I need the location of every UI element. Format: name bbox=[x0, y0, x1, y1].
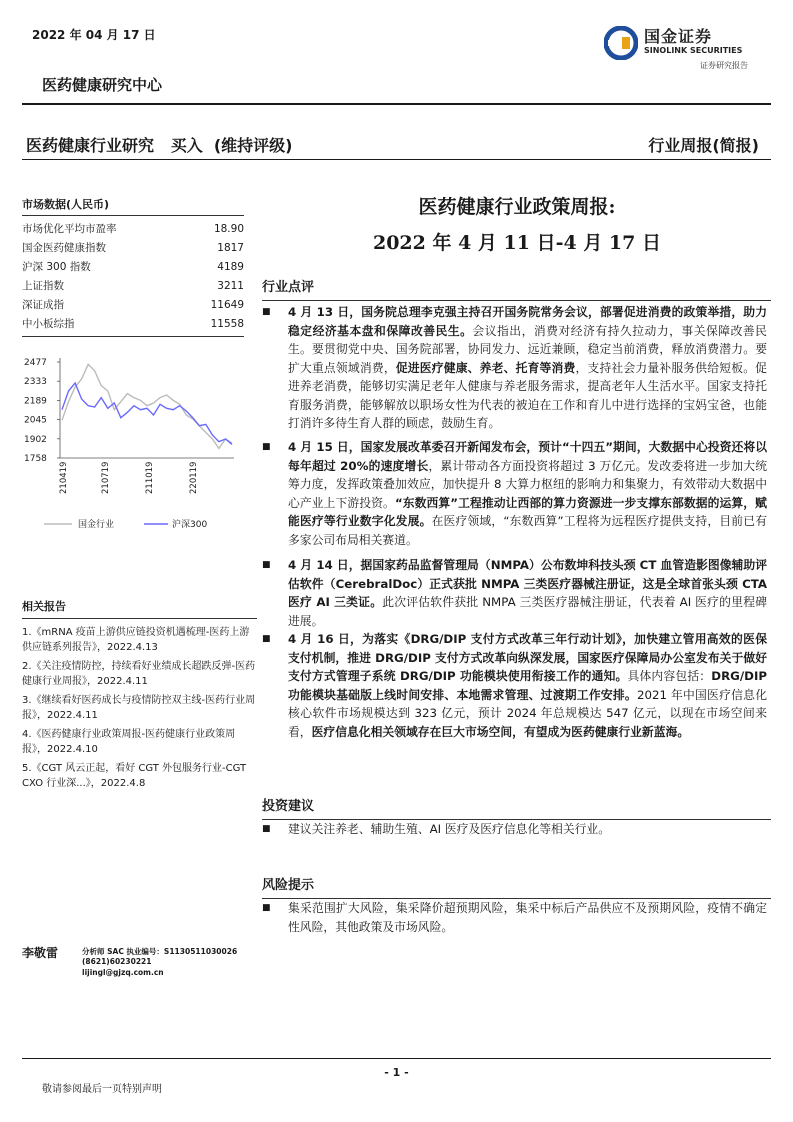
report-headline: 医药健康行业研究 买入 (维持评级) bbox=[26, 136, 293, 155]
series-line-1 bbox=[62, 383, 232, 444]
y-tick-label: 2333 bbox=[24, 377, 47, 388]
x-tick-label: 210419 bbox=[59, 461, 69, 494]
y-tick-label: 1758 bbox=[24, 454, 47, 464]
comment-paragraph-4 bbox=[262, 630, 767, 741]
comment-paragraph-2 bbox=[262, 438, 767, 549]
market-row bbox=[22, 296, 244, 315]
square-bullet-icon: ■ bbox=[262, 824, 271, 834]
market-label: 国金医药健康指数 bbox=[22, 242, 106, 254]
logo-sub-text: 证券研究报告 bbox=[700, 61, 748, 70]
market-value: 11649 bbox=[210, 299, 244, 311]
para-bold: 4 月 15 日，国家发展改革委召开新闻发布会，预计“十四五”期间，大数据中心投资还将以每年超过 20%的速度增长 bbox=[288, 440, 767, 473]
market-row bbox=[22, 277, 244, 296]
square-bullet-icon: ■ bbox=[262, 307, 271, 317]
sinolink-logo bbox=[604, 22, 764, 74]
invest-paragraph bbox=[262, 820, 767, 839]
comment-section-title: 行业点评 bbox=[262, 280, 315, 295]
x-tick-label: 220119 bbox=[189, 461, 199, 494]
market-label: 市场优化平均市盈率 bbox=[22, 223, 117, 235]
invest-section-title: 投资建议 bbox=[262, 799, 315, 814]
legend-label: 沪深300 bbox=[172, 520, 208, 530]
x-tick-label: 211019 bbox=[145, 461, 155, 494]
market-label: 沪深 300 指数 bbox=[22, 261, 91, 273]
related-reports bbox=[22, 598, 257, 795]
market-row bbox=[22, 220, 244, 239]
report-title-line1: 医药健康行业政策周报: bbox=[418, 196, 616, 218]
para-bold: “东数西算”工程推动让西部的算力资源进一步支撑东部数据的运算，赋能医疗等行业数字化发展。 bbox=[288, 495, 767, 528]
market-label: 中小板综指 bbox=[22, 318, 75, 330]
para-text: 会议指出，消费对经济有持久拉动力，事关保障改善民生。要贯彻党中央、国务院部署，协同发力、远近兼顾，稳定当前消费，释放消费潜力。要扩大重点领域消费， bbox=[288, 323, 767, 375]
square-bullet-icon: ■ bbox=[262, 442, 271, 452]
analyst-phone: (8621)60230221 bbox=[82, 957, 152, 966]
invest-text: 建议关注养老、辅助生殖、AI 医疗及医疗信息化等相关行业。 bbox=[288, 822, 611, 836]
report-title-line2: 2022 年 4 月 11 日-4 月 17 日 bbox=[372, 232, 661, 254]
comment-paragraph-1 bbox=[262, 303, 767, 433]
related-reports-title: 相关报告 bbox=[22, 598, 257, 619]
analyst-email[interactable]: lijingl@gjzq.com.cn bbox=[82, 968, 164, 977]
research-center-name: 医药健康研究中心 bbox=[42, 76, 163, 94]
market-data-panel bbox=[22, 196, 244, 337]
logo-en-text: SINOLINK SECURITIES bbox=[644, 46, 743, 55]
market-value: 3211 bbox=[217, 280, 244, 292]
para-text: ，支持社会力量补服务供给短板。促进养老消费，能够切实满足老年人健康与养老服务需求，提高老年人生活水平。国家支持托育服务消费，能够解放以职场女性为代表的被迫在工作和育儿中进行选择的宝妈宝爸，也能打消许多待生育人群的顾虑，鼓励生育。 bbox=[288, 360, 767, 430]
market-value: 4189 bbox=[217, 261, 244, 273]
legend-label: 国金行业 bbox=[78, 520, 115, 530]
page-number: - 1 - bbox=[384, 1066, 409, 1079]
report-type: 行业周报(简报) bbox=[648, 136, 759, 155]
chart-svg bbox=[22, 354, 244, 534]
market-value: 1817 bbox=[217, 242, 244, 254]
y-tick-label: 2189 bbox=[24, 396, 47, 407]
square-bullet-icon: ■ bbox=[262, 634, 271, 644]
square-bullet-icon: ■ bbox=[262, 903, 271, 913]
related-report-item[interactable]: 4.《医药健康行业政策周报-医药健康行业政策周报》，2022.4.10 bbox=[22, 729, 236, 755]
y-tick-label: 1902 bbox=[24, 434, 47, 445]
para-text: ，累计带动各方面投资将超过 3 万亿元。发改委将进一步加大统筹力度，发挥政策叠加效应，加快提升 8 大算力枢纽的影响力和集聚力，有效带动大数据中心产业上下游投资。 bbox=[288, 458, 767, 510]
para-bold: 4 月 13 日，国务院总理李克强主持召开国务院常务会议，部署促进消费的政策举措，助力稳定经济基本盘和保障改善民生。 bbox=[288, 305, 767, 338]
series-line-0 bbox=[62, 364, 232, 448]
market-value: 11558 bbox=[210, 318, 244, 330]
related-report-item[interactable]: 3.《继续看好医药成长与疫情防控双主线-医药行业周报》，2022.4.11 bbox=[22, 695, 256, 721]
para-text: 2021 年中国医疗信息化核心软件市场规模达到 323 亿元，预计 2024 年总规模达 547 亿元，以现在市场空间来看， bbox=[288, 687, 767, 739]
risk-section-title: 风险提示 bbox=[262, 878, 315, 893]
risk-paragraph bbox=[262, 899, 767, 936]
comment-paragraph-3 bbox=[262, 556, 767, 630]
market-value: 18.90 bbox=[213, 223, 244, 235]
market-row bbox=[22, 239, 244, 258]
market-label: 深证成指 bbox=[22, 299, 64, 311]
related-report-item[interactable]: 5.《CGT 风云正起，看好 CGT 外包服务行业-CGT CXO 行业深...》，2022.4.8 bbox=[22, 763, 247, 789]
related-report-item[interactable]: 2.《关注疫情防控，持续看好业绩成长超跌反弹-医药健康行业周报》，2022.4.11 bbox=[22, 661, 256, 687]
y-tick-label: 2045 bbox=[24, 415, 47, 426]
para-bold: 促进医疗健康、养老、托育等消费 bbox=[395, 360, 576, 375]
report-date: 2022 年 04 月 17 日 bbox=[32, 28, 156, 42]
para-bold: 4 月 14 日，据国家药品监督管理局（NMPA）公布数坤科技头颈 CT 血管造影图像辅助评估软件（CerebralDoc）正式获批 NMPA 三类医疗器械注册证，这是全球首张头颈 CTA 医疗 AI 三类证。 bbox=[288, 558, 767, 609]
market-label: 上证指数 bbox=[22, 280, 64, 292]
analyst-cert: 分析师 SAC 执业编号：S1130511030026 bbox=[82, 947, 238, 956]
market-data-end-rule bbox=[22, 336, 244, 337]
risk-text: 集采范围扩大风险，集采降价超预期风险，集采中标后产品供应不及预期风险，疫情不确定性风险，其他政策及市场风险。 bbox=[288, 901, 767, 934]
comment-section-header bbox=[262, 276, 771, 301]
x-tick-label: 210719 bbox=[101, 461, 111, 494]
top-divider bbox=[22, 103, 771, 105]
para-bold: DRG/DIP 功能模块基础版上线时间安排、本地需求管理、过渡期工作安排。 bbox=[288, 669, 767, 702]
disclaimer-note[interactable]: 敬请参阅最后一页特别声明 bbox=[42, 1084, 162, 1095]
headline-divider bbox=[22, 159, 771, 160]
market-row bbox=[22, 258, 244, 277]
risk-section-header bbox=[262, 874, 771, 899]
para-text: 在医疗领域，“东数西算”工程将为远程医疗提供支持，目前已有多家公司布局相关赛道。 bbox=[288, 514, 767, 547]
sinolink-logo-icon bbox=[604, 26, 638, 60]
analyst-name: 李敬雷 bbox=[22, 946, 59, 960]
para-bold: 医疗信息化相关领域存在巨大市场空间，有望成为医药健康行业新蓝海。 bbox=[311, 724, 690, 739]
related-report-item[interactable]: 1.《mRNA 疫苗上游供应链投资机遇梳理-医药上游供应链系列报告》，2022.4.13 bbox=[22, 627, 250, 653]
footer-divider bbox=[22, 1058, 771, 1059]
analyst-info bbox=[22, 940, 262, 990]
square-bullet-icon: ■ bbox=[262, 560, 271, 570]
para-text: 具体内容包括： bbox=[627, 669, 712, 683]
market-row bbox=[22, 315, 244, 334]
para-text: 此次评估软件获批 NMPA 三类医疗器械注册证，代表着 AI 医疗的里程碑进展。 bbox=[288, 595, 768, 628]
market-data-title: 市场数据(人民币) bbox=[22, 196, 244, 216]
index-trend-chart bbox=[22, 354, 244, 534]
logo-cn-text: 国金证券 bbox=[644, 27, 713, 46]
invest-section-header bbox=[262, 795, 771, 820]
y-tick-label: 2477 bbox=[24, 358, 47, 368]
para-bold: 4 月 16 日，为落实《DRG/DIP 支付方式改革三年行动计划》，加快建立管用高效的医保支付机制，推进 DRG/DIP 支付方式改革向纵深发展，国家医疗保障局办公室发布关于做好支付方式管理子系统 DRG/DIP 功能模块使用衔接工作的通知。 bbox=[288, 632, 767, 683]
comment-section-rule bbox=[262, 300, 771, 301]
